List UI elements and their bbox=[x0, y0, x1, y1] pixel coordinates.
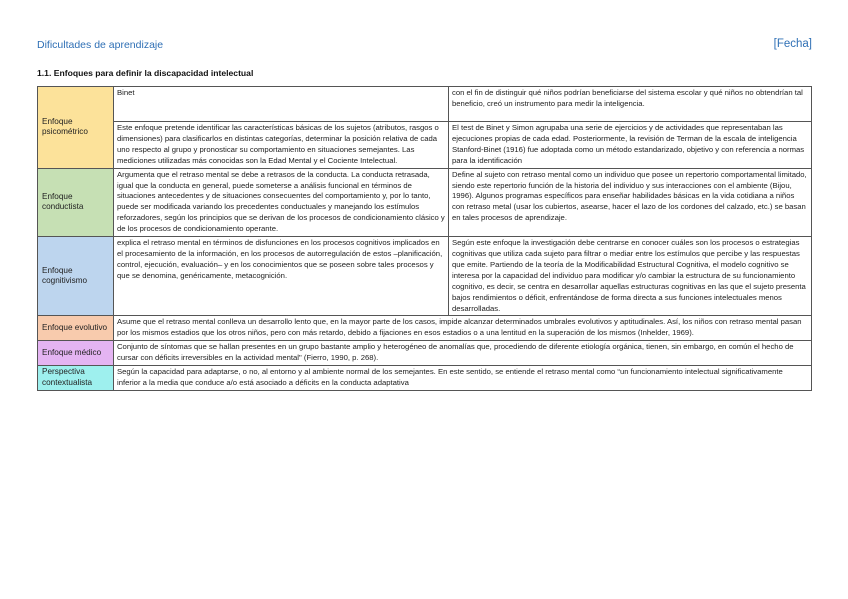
category-evolutivo: Enfoque evolutivo bbox=[38, 316, 114, 341]
table-row bbox=[38, 168, 812, 236]
document-header-title: Dificultades de aprendizaje bbox=[37, 39, 164, 51]
table-cell: Argumenta que el retraso mental se debe a retrasos de la conducta. La conducta retrasada, igual que la conducta en general, puede someterse a análisis funcional en términos de situaciones antecedentes y de situaciones consecuentes del comportamiento y, por lo tanto, puede ser modificada variando los precedentes conductuales y manejando los estímulos reforzadores, según los principios que se derivan de los procesos de condicionamiento clásico y de los procesos de condicionamiento operante. bbox=[114, 168, 449, 236]
table-cell: con el fin de distinguir qué niños podrían beneficiarse del sistema escolar y qué niños no obtendrían tal beneficio, creó un instrumento para medir la inteligencia. bbox=[449, 87, 812, 122]
table-row bbox=[38, 237, 812, 316]
category-psicometrico: Enfoque psicométrico bbox=[38, 87, 114, 169]
approaches-table bbox=[37, 86, 812, 391]
category-contextualista: Perspectiva contextualista bbox=[38, 366, 114, 391]
table-cell: Binet bbox=[114, 87, 449, 122]
table-cell: Según este enfoque la investigación debe centrarse en conocer cuáles son los procesos o estrategias cognitivas que utiliza cada sujeto para filtrar o mediar entre los estímulos que percibe y las respuestas que emite. Partiendo de la teoría de la Modificabilidad Estructural Cognitiva, el modelo cognitivo se interesa por la capacidad del individuo para modificar y/o cambiar la estructura de su funcionamiento cognitivo, es decir, se centra en desarrollar aquellas estructuras cognitivas en las que el sujeto presenta bajos rendimientos o déficit, enfrentándose de forma directa a sus funciones intelectuales menos desarrolladas. bbox=[449, 237, 812, 316]
table-cell: Asume que el retraso mental conlleva un desarrollo lento que, en la mayor parte de los casos, impide alcanzar determinados umbrales evolutivos y aptitudinales. Así, los niños con retraso mental pasan por los mismos estadios que los otros niños, pero con más retardo, debido a fijaciones en esos estadios o a una lentitud en la superación de los mismos (Inhelder, 1969). bbox=[114, 316, 812, 341]
category-conductista: Enfoque conductista bbox=[38, 168, 114, 236]
table-cell: Define al sujeto con retraso mental como un individuo que posee un repertorio comportamental limitado, siendo este repertorio función de la historia del individuo y sus interacciones con el ambiente (Bijou, 1996). Algunos programas específicos para enseñar habilidades básicas en la vida cotidiana a niños con retraso metal (usar los cubiertos, asearse, hacer el lazo de los cordones del calzado, etc.) se basan en tales procesos de aprendizaje. bbox=[449, 168, 812, 236]
table-row bbox=[38, 341, 812, 366]
table-cell: Conjunto de síntomas que se hallan presentes en un grupo bastante amplio y heterogéneo de anomalías que, procediendo de diferente etiología orgánica, tienen, sin embargo, en común el hecho de cursar con déficits irreversibles en la actividad mental" (Fierro, 1990, p. 268). bbox=[114, 341, 812, 366]
table-cell: El test de Binet y Simon agrupaba una serie de ejercicios y de actividades que representaban las ejecuciones propias de cada edad. Posteriormente, la revisión de Terman de la escala de inteligencia Stanford-Binet (1916) fue adoptada como un método estandarizado, objetivo y con referencia a normas para la identificación bbox=[449, 122, 812, 169]
category-medico: Enfoque médico bbox=[38, 341, 114, 366]
category-cognitivismo: Enfoque cognitivismo bbox=[38, 237, 114, 316]
table-row bbox=[38, 366, 812, 391]
table-cell: explica el retraso mental en términos de disfunciones en los procesos cognitivos implicados en el procesamiento de la información, en los procesos de autorregulación de estos –planificación, control, ejecución, evaluación– y en los conocimientos que se poseen sobre tales procesos y que se denomina, genéricamente, metacognición. bbox=[114, 237, 449, 316]
table-cell: Este enfoque pretende identificar las características básicas de los sujetos (atributos, rasgos o dimensiones) para clasificarlos en distintas categorías, determinar la posición relativa de cada uno respecto al grupo y pronosticar su comportamiento en situaciones semejantes. Las mediciones utilizadas más conocidas son la Edad Mental y el Cociente Intelectual. bbox=[114, 122, 449, 169]
section-heading: 1.1. Enfoques para definir la discapacidad intelectual bbox=[37, 68, 254, 78]
table-row bbox=[38, 316, 812, 341]
table-row bbox=[38, 87, 812, 122]
table-row bbox=[38, 122, 812, 169]
document-header-date: [Fecha] bbox=[773, 38, 812, 50]
table-cell: Según la capacidad para adaptarse, o no, al entorno y al ambiente normal de los semejantes. En este sentido, se entiende el retraso mental como “un funcionamiento intelectual significativamente inferior a la media que conduce a/o está asociado a déficits en la conducta adaptativa bbox=[114, 366, 812, 391]
